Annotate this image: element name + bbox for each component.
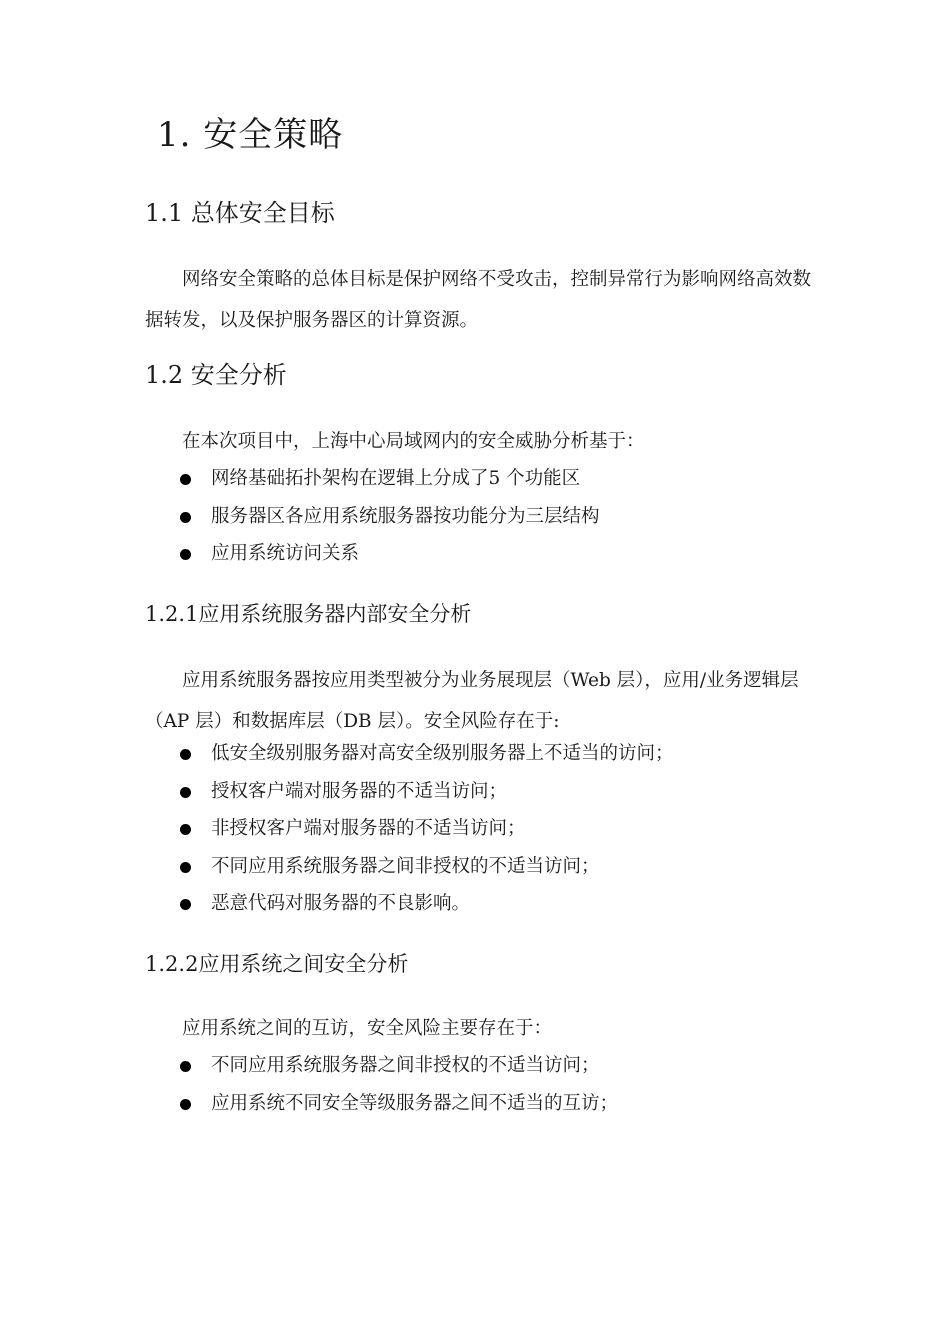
section-1-2-2-intro: 应用系统之间的互访，安全风险主要存在于： bbox=[182, 1018, 553, 1039]
bullet-dot-icon bbox=[180, 787, 191, 798]
bullet-dot-icon bbox=[180, 474, 191, 485]
list-item-text: 授权客户端对服务器的不适当访问； bbox=[211, 780, 508, 802]
list-item-text: 恶意代码对服务器的不良影响。 bbox=[211, 893, 471, 914]
section-1-heading: 1. 安全策略 bbox=[157, 115, 344, 155]
section-1-1-heading: 1.1 总体安全目标 bbox=[145, 199, 335, 227]
bullet-dot-icon bbox=[180, 749, 191, 760]
list-item-text: 应用系统不同安全等级服务器之间不适当的互访； bbox=[211, 1092, 619, 1114]
list-item-text: 不同应用系统服务器之间非授权的不适当访问； bbox=[211, 855, 600, 877]
section-1-1-paragraph: 网络安全策略的总体目标是保护网络不受攻击，控制异常行为影响网络高效数据转发，以及保护服务器区的计算资源。 bbox=[145, 269, 812, 331]
list-item-text: 不同应用系统服务器之间非授权的不适当访问； bbox=[211, 1055, 600, 1076]
list-item-text: 应用系统访问关系 bbox=[211, 543, 360, 564]
bullet-dot-icon bbox=[180, 1061, 191, 1072]
section-1-2-1-paragraph: 应用系统服务器按应用类型被分为业务展现层（Web 层），应用/业务逻辑层（AP 层）和数据库层（DB 层）。安全风险存在于: bbox=[145, 670, 799, 732]
bullet-dot-icon bbox=[180, 512, 191, 523]
section-1-2-intro: 在本次项目中，上海中心局域网内的安全威胁分析基于： bbox=[182, 431, 645, 452]
list-item-text: 服务器区各应用系统服务器按功能分为三层结构 bbox=[211, 505, 600, 527]
list-item-text: 非授权客户端对服务器的不适当访问； bbox=[211, 818, 526, 839]
bullet-dot-icon bbox=[180, 824, 191, 835]
section-1-2-2-heading: 1.2.2应用系统之间安全分析 bbox=[145, 952, 409, 976]
section-1-2-heading: 1.2 安全分析 bbox=[145, 361, 287, 389]
bullet-dot-icon bbox=[180, 862, 191, 873]
bullet-dot-icon bbox=[180, 899, 191, 910]
list-item-text: 网络基础拓扑架构在逻辑上分成了5 个功能区 bbox=[211, 468, 581, 489]
bullet-dot-icon bbox=[180, 1099, 191, 1110]
section-1-2-1-heading: 1.2.1应用系统服务器内部安全分析 bbox=[145, 602, 472, 626]
bullet-dot-icon bbox=[180, 549, 191, 560]
list-item-text: 低安全级别服务器对高安全级别服务器上不适当的访问； bbox=[211, 743, 674, 764]
